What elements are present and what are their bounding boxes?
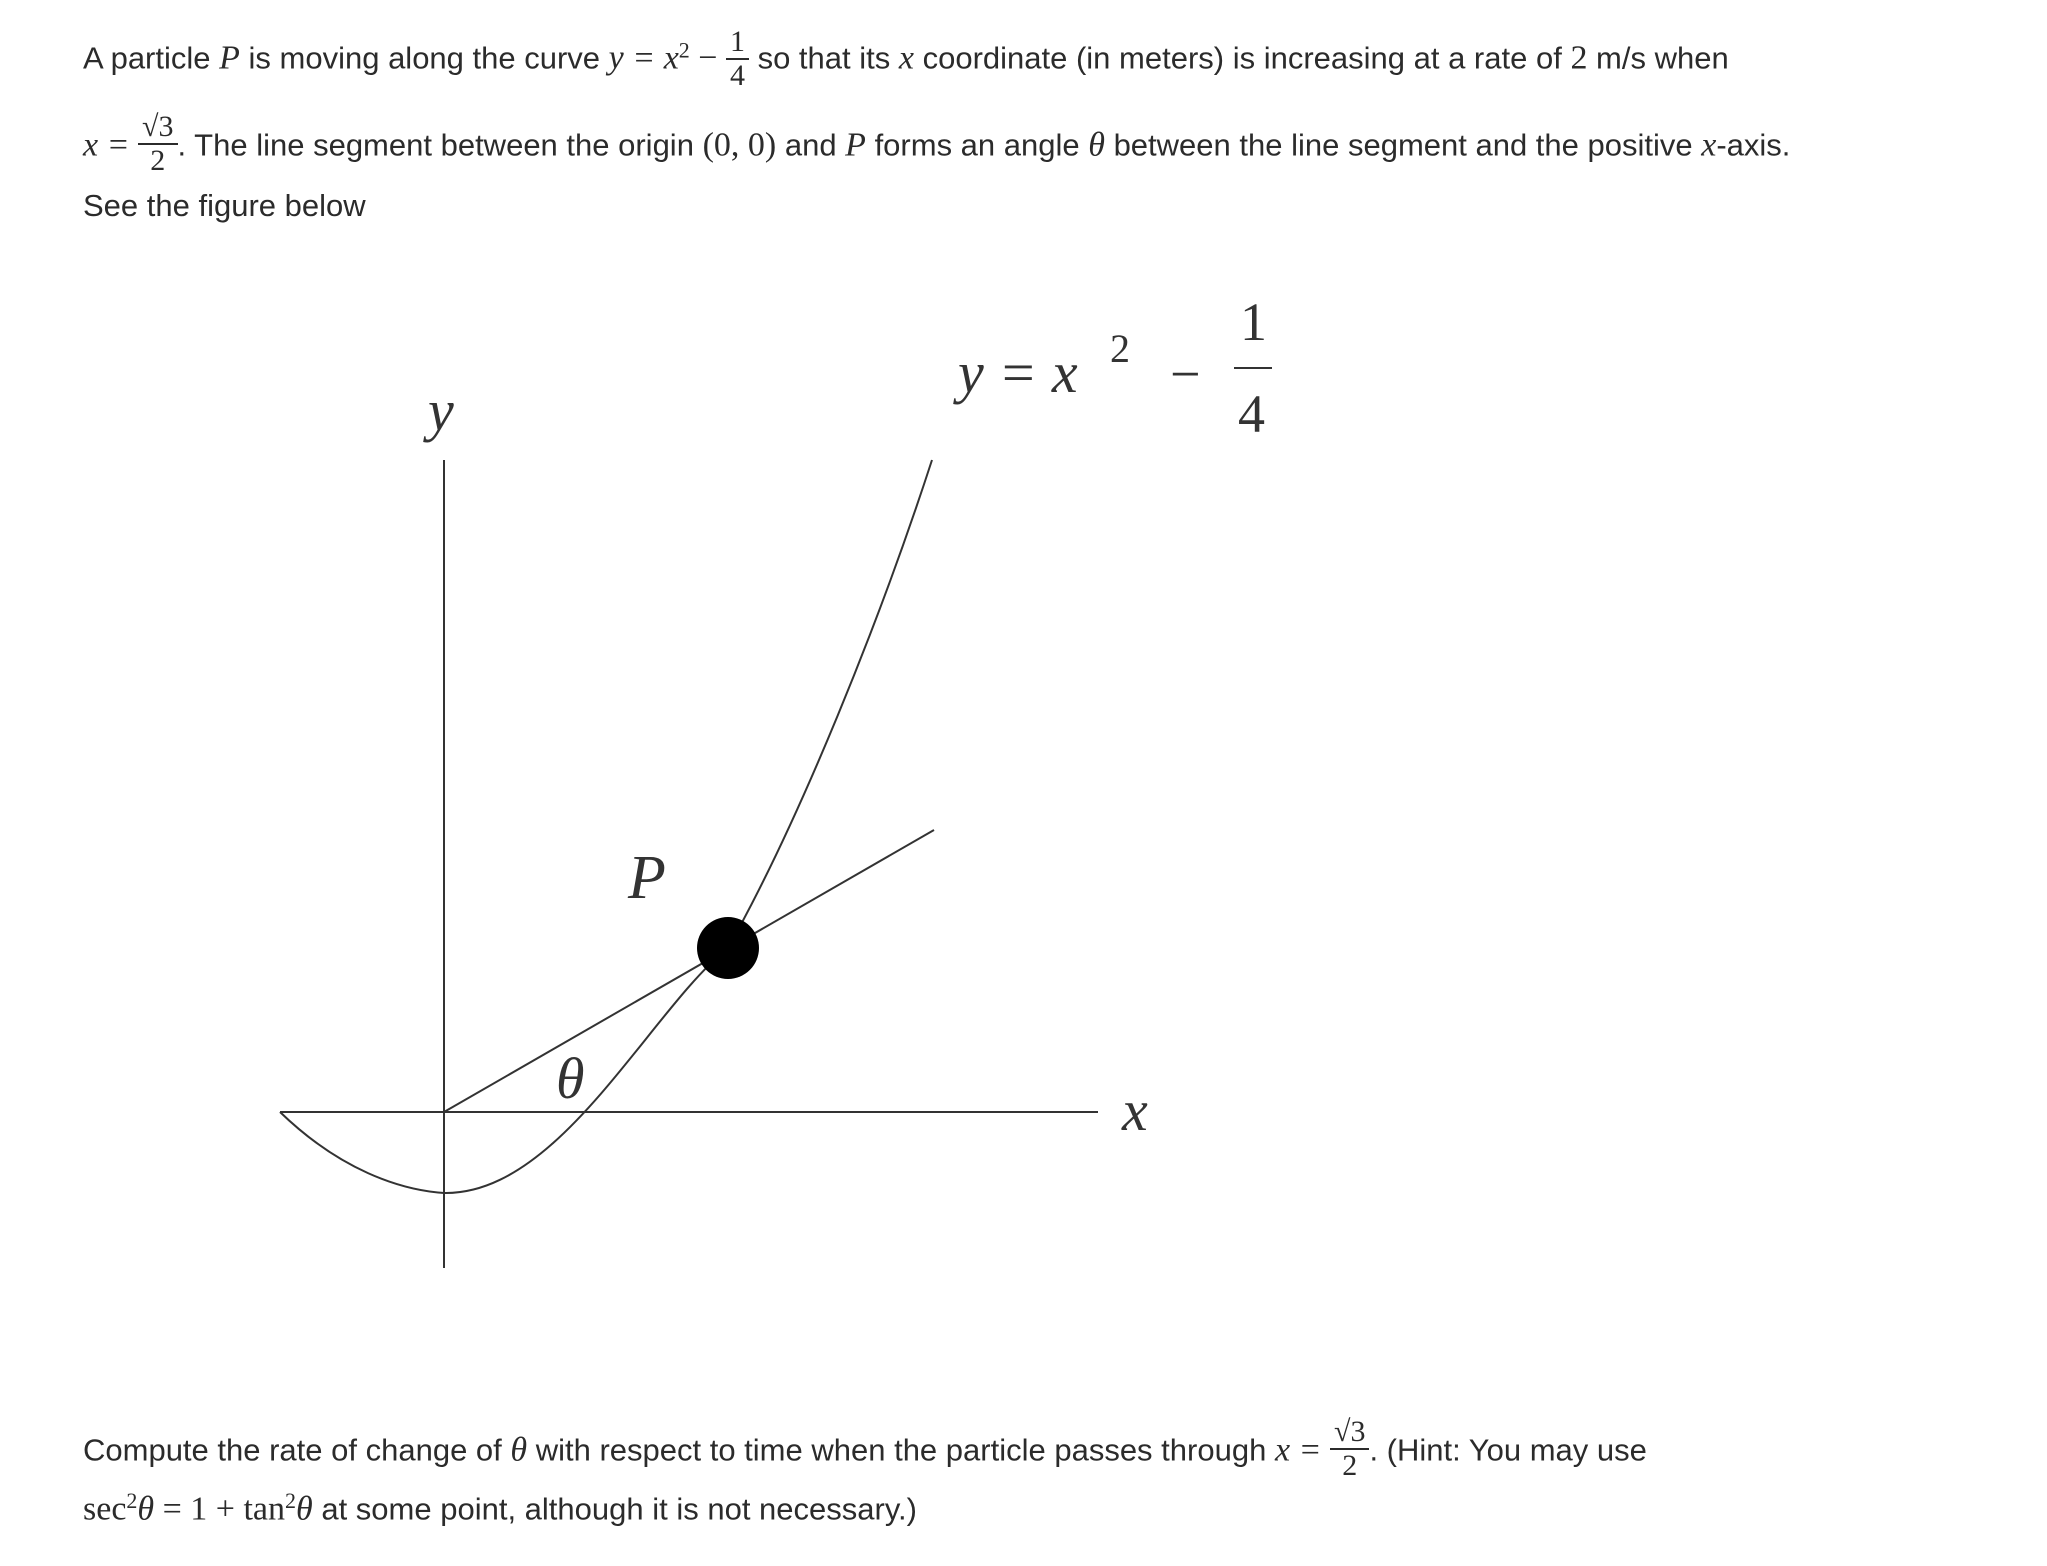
- angle-theta-label: θ: [556, 1046, 585, 1111]
- numerator: √3: [1333, 1415, 1366, 1448]
- denominator: 2: [138, 143, 177, 177]
- see-figure-text: See the figure below: [83, 188, 366, 223]
- segment-origin-p: [444, 830, 934, 1112]
- var-p: P: [219, 39, 240, 77]
- curve-label-minus: −: [1170, 344, 1201, 404]
- numerator: √3: [142, 110, 174, 143]
- text: so that its: [748, 40, 899, 76]
- text: between the line segment and the positive: [1104, 127, 1702, 163]
- y-axis-label: y: [428, 378, 454, 443]
- x-axis-label: x: [1122, 1078, 1148, 1143]
- curve-label-exponent: 2: [1110, 326, 1130, 371]
- curve-eq: y = x: [608, 39, 679, 77]
- parabola-curve: [280, 460, 932, 1193]
- text: . The line segment between the origin: [177, 127, 703, 163]
- text: Compute the rate of change of: [83, 1432, 511, 1468]
- var-theta: θ: [1088, 126, 1105, 164]
- point-p-label: P: [628, 844, 666, 912]
- exponent: 2: [285, 1488, 297, 1513]
- text: m/s when: [1587, 40, 1729, 76]
- fraction-sqrt3-over-2: [1330, 1416, 1369, 1481]
- x-equals: x =: [1274, 1431, 1330, 1469]
- text: forms an angle: [865, 127, 1089, 163]
- identity-rhs: = 1 + tan: [154, 1490, 286, 1528]
- text: coordinate (in meters) is increasing at a rate of: [913, 40, 1571, 76]
- curve-equation-label: [953, 292, 1272, 444]
- origin-point: (0, 0): [702, 126, 777, 164]
- point-p: [697, 917, 759, 979]
- curve-label-lhs: y = x: [958, 340, 1078, 405]
- var-theta: θ: [510, 1431, 528, 1469]
- var-theta: θ: [296, 1490, 313, 1528]
- question-line-2: [83, 1490, 917, 1526]
- text: . (Hint: You may use: [1369, 1432, 1647, 1468]
- text: with respect to time when the particle passes through: [527, 1432, 1275, 1468]
- x-equals: x =: [83, 126, 139, 164]
- text: at some point, although it is not necessary.): [312, 1491, 917, 1527]
- numerator: 1: [729, 25, 745, 58]
- denominator: 4: [726, 58, 749, 92]
- curve-label-denominator: 4: [1238, 384, 1265, 444]
- text: A particle: [83, 40, 220, 76]
- sec-function: sec: [83, 1490, 127, 1528]
- var-p: P: [845, 126, 866, 164]
- exponent: 2: [126, 1488, 138, 1513]
- curve-label-numerator: 1: [1240, 292, 1267, 352]
- var-theta: θ: [137, 1490, 155, 1528]
- minus: −: [689, 39, 726, 77]
- text: is moving along the curve: [239, 40, 609, 76]
- exponent: 2: [678, 37, 690, 63]
- rate-value: 2: [1570, 39, 1588, 77]
- text: -axis.: [1716, 127, 1791, 163]
- text: and: [776, 127, 846, 163]
- denominator: 2: [1330, 1448, 1369, 1482]
- var-x: x: [1701, 126, 1717, 164]
- question-line-1: [83, 1415, 1647, 1485]
- var-x: x: [898, 39, 914, 77]
